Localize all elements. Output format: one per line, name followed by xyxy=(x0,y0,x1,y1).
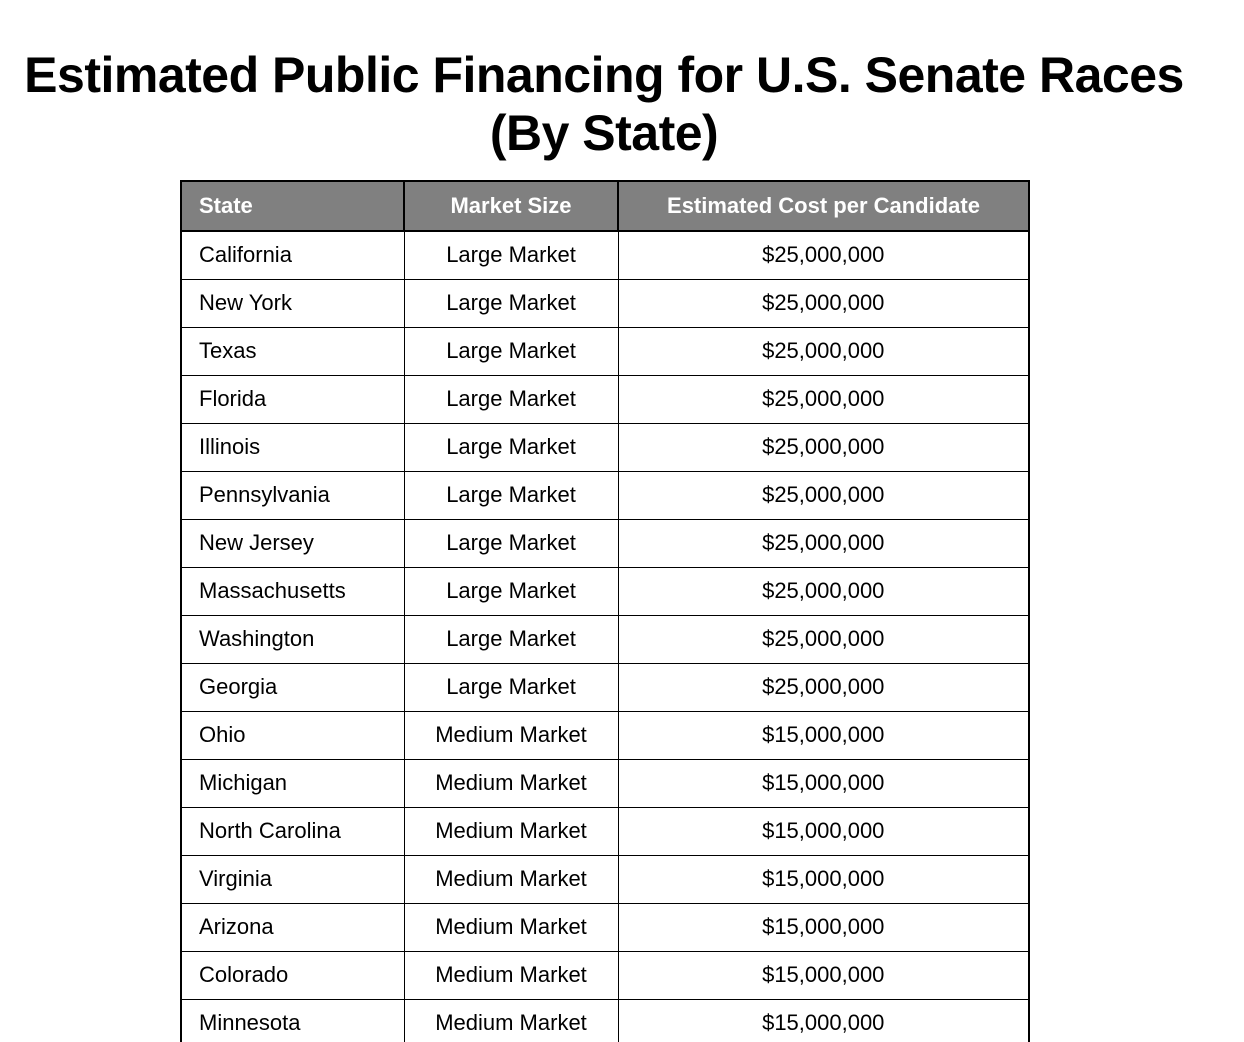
state-cell: Illinois xyxy=(181,423,404,471)
table-row xyxy=(181,423,1029,471)
table-row xyxy=(181,279,1029,327)
market-size-cell: Medium Market xyxy=(404,807,618,855)
market-size-cell: Medium Market xyxy=(404,999,618,1042)
state-cell: North Carolina xyxy=(181,807,404,855)
state-cell: Ohio xyxy=(181,711,404,759)
table-row xyxy=(181,663,1029,711)
cost-cell: $25,000,000 xyxy=(618,471,1029,519)
state-cell: Washington xyxy=(181,615,404,663)
column-header-estimated-cost: Estimated Cost per Candidate xyxy=(618,181,1029,231)
cost-cell: $25,000,000 xyxy=(618,423,1029,471)
table-row xyxy=(181,231,1029,279)
header-row xyxy=(181,181,1029,231)
table-row xyxy=(181,327,1029,375)
market-size-cell: Large Market xyxy=(404,375,618,423)
table-row xyxy=(181,711,1029,759)
state-cell: Pennsylvania xyxy=(181,471,404,519)
cost-cell: $15,000,000 xyxy=(618,711,1029,759)
cost-cell: $15,000,000 xyxy=(618,951,1029,999)
market-size-cell: Large Market xyxy=(404,663,618,711)
page-title xyxy=(0,46,1208,162)
table-row xyxy=(181,615,1029,663)
state-cell: Texas xyxy=(181,327,404,375)
table-row xyxy=(181,759,1029,807)
column-header-market-size: Market Size xyxy=(404,181,618,231)
state-cell: New York xyxy=(181,279,404,327)
column-header-state: State xyxy=(181,181,404,231)
market-size-cell: Large Market xyxy=(404,423,618,471)
table-row xyxy=(181,903,1029,951)
financing-table-body xyxy=(181,231,1029,1042)
cost-cell: $25,000,000 xyxy=(618,327,1029,375)
state-cell: Arizona xyxy=(181,903,404,951)
market-size-cell: Large Market xyxy=(404,567,618,615)
market-size-cell: Medium Market xyxy=(404,951,618,999)
market-size-cell: Large Market xyxy=(404,231,618,279)
table-row xyxy=(181,951,1029,999)
table-row xyxy=(181,855,1029,903)
page-title-line1: Estimated Public Financing for U.S. Senate Races xyxy=(24,47,1184,103)
table-row xyxy=(181,567,1029,615)
cost-cell: $25,000,000 xyxy=(618,375,1029,423)
cost-cell: $15,000,000 xyxy=(618,999,1029,1042)
cost-cell: $15,000,000 xyxy=(618,855,1029,903)
market-size-cell: Large Market xyxy=(404,471,618,519)
cost-cell: $25,000,000 xyxy=(618,567,1029,615)
table-row xyxy=(181,375,1029,423)
state-cell: Colorado xyxy=(181,951,404,999)
cost-cell: $25,000,000 xyxy=(618,615,1029,663)
state-cell: Michigan xyxy=(181,759,404,807)
table-row xyxy=(181,999,1029,1042)
market-size-cell: Medium Market xyxy=(404,711,618,759)
market-size-cell: Medium Market xyxy=(404,903,618,951)
cost-cell: $25,000,000 xyxy=(618,519,1029,567)
cost-cell: $25,000,000 xyxy=(618,663,1029,711)
cost-cell: $15,000,000 xyxy=(618,807,1029,855)
page-title-line2: (By State) xyxy=(489,105,719,161)
financing-table xyxy=(180,180,1030,1042)
market-size-cell: Large Market xyxy=(404,279,618,327)
financing-table-header xyxy=(181,181,1029,231)
cost-cell: $15,000,000 xyxy=(618,759,1029,807)
market-size-cell: Large Market xyxy=(404,519,618,567)
market-size-cell: Medium Market xyxy=(404,855,618,903)
state-cell: Virginia xyxy=(181,855,404,903)
state-cell: Georgia xyxy=(181,663,404,711)
table-row xyxy=(181,519,1029,567)
market-size-cell: Large Market xyxy=(404,327,618,375)
state-cell: Massachusetts xyxy=(181,567,404,615)
state-cell: Minnesota xyxy=(181,999,404,1042)
state-cell: California xyxy=(181,231,404,279)
table-row xyxy=(181,471,1029,519)
market-size-cell: Medium Market xyxy=(404,759,618,807)
state-cell: Florida xyxy=(181,375,404,423)
cost-cell: $25,000,000 xyxy=(618,231,1029,279)
market-size-cell: Large Market xyxy=(404,615,618,663)
table-row xyxy=(181,807,1029,855)
cost-cell: $15,000,000 xyxy=(618,903,1029,951)
state-cell: New Jersey xyxy=(181,519,404,567)
cost-cell: $25,000,000 xyxy=(618,279,1029,327)
